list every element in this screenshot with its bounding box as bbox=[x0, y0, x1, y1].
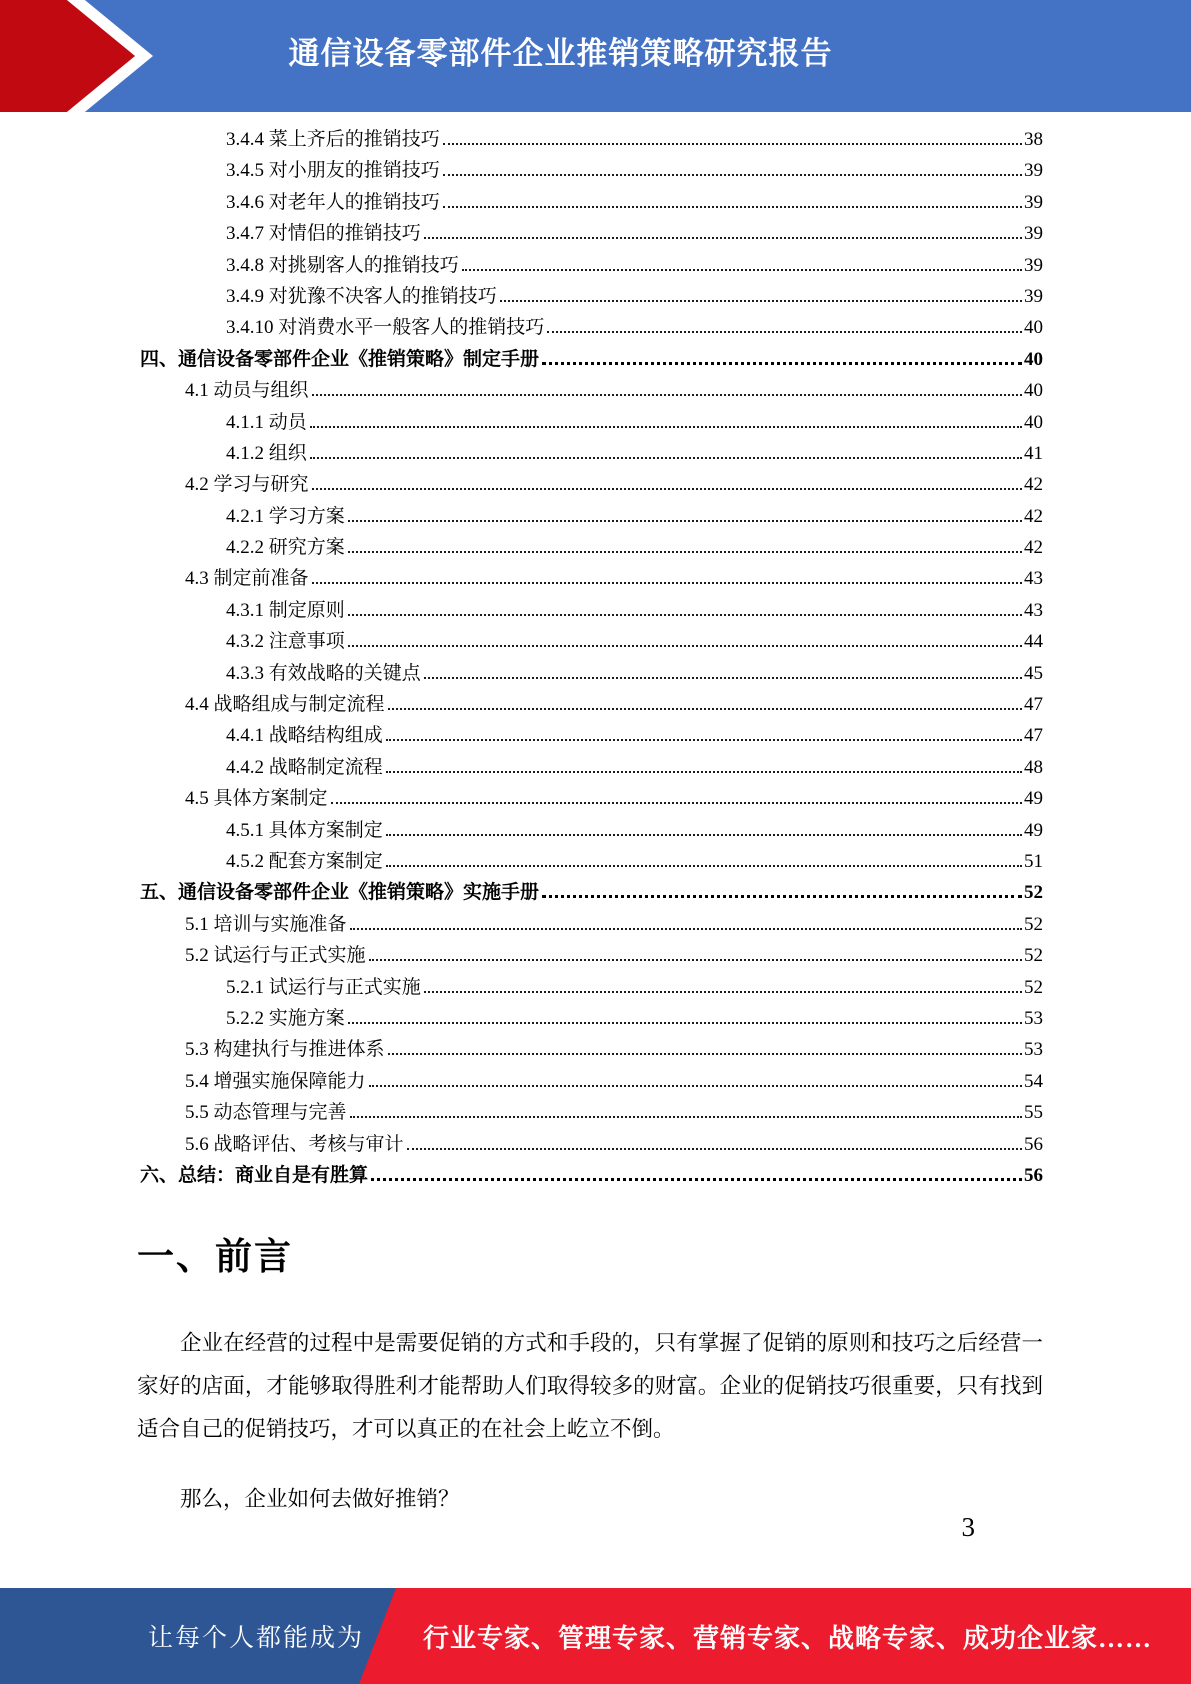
toc-entry-page: 42 bbox=[1024, 474, 1043, 496]
toc-entry-page: 53 bbox=[1024, 1007, 1043, 1029]
toc-entry[interactable] bbox=[140, 846, 1043, 877]
toc-entry[interactable] bbox=[140, 375, 1043, 406]
header-banner bbox=[0, 0, 1191, 112]
toc-entry[interactable] bbox=[140, 909, 1043, 940]
toc-entry-label: 六、总结：商业自是有胜算 bbox=[140, 1164, 369, 1186]
toc-entry-page: 47 bbox=[1024, 725, 1043, 747]
dot-leader bbox=[386, 865, 1022, 867]
toc-entry[interactable] bbox=[140, 815, 1043, 846]
dot-leader bbox=[424, 677, 1022, 679]
toc-entry[interactable] bbox=[140, 972, 1043, 1003]
toc-entry[interactable] bbox=[140, 469, 1043, 500]
toc-entry-page: 56 bbox=[1024, 1133, 1043, 1155]
toc-entry-page: 39 bbox=[1024, 160, 1043, 182]
toc-entry[interactable] bbox=[140, 783, 1043, 814]
toc-entry-page: 51 bbox=[1024, 850, 1043, 872]
toc-entry[interactable] bbox=[140, 1097, 1043, 1128]
dot-leader bbox=[386, 834, 1022, 836]
dot-leader bbox=[312, 394, 1022, 396]
toc-entry[interactable] bbox=[140, 218, 1043, 249]
toc-entry[interactable] bbox=[140, 1003, 1043, 1034]
dot-leader bbox=[388, 1053, 1022, 1055]
toc-entry-page: 39 bbox=[1024, 285, 1043, 307]
toc-entry[interactable] bbox=[140, 250, 1043, 281]
toc-entry-label: 4.5.2 配套方案制定 bbox=[226, 850, 383, 872]
toc-entry-page: 49 bbox=[1024, 819, 1043, 841]
preface-paragraph-1: 企业在经营的过程中是需要促销的方式和手段的，只有掌握了促销的原则和技巧之后经营一家好的店面，才能够取得胜利才能帮助人们取得较多的财富。企业的促销技巧很重要，只有找到适合自己的促销技巧，才可以真正的在社会上屹立不倒。 bbox=[137, 1331, 1043, 1441]
toc-entry[interactable] bbox=[140, 658, 1043, 689]
toc-entry-page: 42 bbox=[1024, 505, 1043, 527]
toc-entry[interactable] bbox=[140, 720, 1043, 751]
toc-entry-label: 5.2 试运行与正式实施 bbox=[185, 945, 366, 967]
toc-entry-label: 5.6 战略评估、考核与审计 bbox=[185, 1133, 404, 1155]
dot-leader bbox=[386, 771, 1022, 773]
toc-list bbox=[140, 124, 1043, 1191]
dot-leader bbox=[312, 488, 1022, 490]
toc-entry-label: 5.1 培训与实施准备 bbox=[185, 913, 347, 935]
toc-entry-page: 39 bbox=[1024, 223, 1043, 245]
toc-entry-page: 41 bbox=[1024, 442, 1043, 464]
toc-entry[interactable] bbox=[140, 563, 1043, 594]
toc-entry-page: 52 bbox=[1024, 976, 1043, 998]
toc-entry[interactable] bbox=[140, 312, 1043, 343]
toc-entry-page: 42 bbox=[1024, 537, 1043, 559]
toc-entry-label: 4.1.1 动员 bbox=[226, 411, 307, 433]
toc-entry-label: 3.4.5 对小朋友的推销技巧 bbox=[226, 160, 440, 182]
toc-entry-label: 3.4.4 菜上齐后的推销技巧 bbox=[226, 129, 440, 150]
section-heading-preface: 一、前言 bbox=[137, 1236, 293, 1277]
toc-entry-label: 4.3.1 制定原则 bbox=[226, 599, 345, 621]
toc-entry-label: 4.3.2 注意事项 bbox=[226, 631, 345, 653]
toc-entry[interactable] bbox=[140, 1129, 1043, 1160]
toc-entry[interactable] bbox=[140, 877, 1043, 908]
toc-entry-label: 3.4.7 对情侣的推销技巧 bbox=[226, 223, 421, 245]
dot-leader bbox=[348, 520, 1022, 522]
toc-entry[interactable] bbox=[140, 626, 1043, 657]
toc-entry-page: 56 bbox=[1024, 1164, 1043, 1186]
dot-leader bbox=[542, 895, 1022, 898]
toc-entry-label: 4.1.2 组织 bbox=[226, 442, 307, 464]
toc-entry-page: 40 bbox=[1024, 348, 1043, 370]
dot-leader bbox=[371, 1178, 1022, 1181]
toc-entry-page: 45 bbox=[1024, 662, 1043, 684]
dot-leader bbox=[350, 928, 1022, 930]
dot-leader bbox=[348, 614, 1022, 616]
toc-entry[interactable] bbox=[140, 124, 1043, 155]
toc-entry-page: 52 bbox=[1024, 913, 1043, 935]
toc-entry-label: 4.1 动员与组织 bbox=[185, 380, 309, 402]
dot-leader bbox=[310, 457, 1022, 459]
report-title: 通信设备零部件企业推销策略研究报告 bbox=[288, 35, 833, 71]
footer-slogan-right: 行业专家、管理专家、营销专家、战略专家、成功企业家…… bbox=[423, 1623, 1153, 1653]
toc-entry[interactable] bbox=[140, 1160, 1043, 1191]
toc-entry[interactable] bbox=[140, 187, 1043, 218]
toc-entry-label: 四、通信设备零部件企业《推销策略》制定手册 bbox=[140, 348, 540, 370]
toc-entry-label: 5.2.2 实施方案 bbox=[226, 1007, 345, 1029]
toc-entry-label: 4.2.1 学习方案 bbox=[226, 505, 345, 527]
toc-entry-label: 3.4.8 对挑剔客人的推销技巧 bbox=[226, 254, 459, 276]
toc-entry[interactable] bbox=[140, 344, 1043, 375]
dot-leader bbox=[369, 959, 1022, 961]
toc-entry-page: 52 bbox=[1024, 945, 1043, 967]
dot-leader bbox=[350, 1116, 1022, 1118]
toc-entry[interactable] bbox=[140, 595, 1043, 626]
toc-entry[interactable] bbox=[140, 281, 1043, 312]
toc-entry-label: 4.4.2 战略制定流程 bbox=[226, 756, 383, 778]
toc-entry-label: 3.4.10 对消费水平一般客人的推销技巧 bbox=[226, 317, 545, 339]
toc-entry[interactable] bbox=[140, 1034, 1043, 1065]
toc-entry-label: 4.2 学习与研究 bbox=[185, 474, 309, 496]
toc-entry-label: 4.4.1 战略结构组成 bbox=[226, 725, 383, 747]
toc-entry[interactable] bbox=[140, 689, 1043, 720]
toc-entry[interactable] bbox=[140, 501, 1043, 532]
dot-leader bbox=[443, 174, 1022, 176]
toc-entry-label: 4.3 制定前准备 bbox=[185, 568, 309, 590]
toc-entry-page: 49 bbox=[1024, 788, 1043, 810]
toc-entry[interactable] bbox=[140, 532, 1043, 563]
toc-entry-label: 5.2.1 试运行与正式实施 bbox=[226, 976, 421, 998]
dot-leader bbox=[542, 362, 1022, 365]
toc-entry-page: 48 bbox=[1024, 756, 1043, 778]
toc-entry-label: 3.4.9 对犹豫不决客人的推销技巧 bbox=[226, 285, 497, 307]
toc-entry-label: 4.5 具体方案制定 bbox=[185, 788, 328, 810]
dot-leader bbox=[443, 143, 1022, 145]
toc-entry-page: 44 bbox=[1024, 631, 1043, 653]
toc-entry-page: 40 bbox=[1024, 411, 1043, 433]
dot-leader bbox=[310, 426, 1022, 428]
dot-leader bbox=[348, 1022, 1022, 1024]
toc-entry-page: 40 bbox=[1024, 317, 1043, 339]
toc-entry-label: 4.2.2 研究方案 bbox=[226, 537, 345, 559]
toc-entry[interactable] bbox=[140, 407, 1043, 438]
page-number: 3 bbox=[961, 1512, 975, 1542]
toc-entry[interactable] bbox=[140, 1066, 1043, 1097]
toc-entry-label: 5.3 构建执行与推进体系 bbox=[185, 1039, 385, 1061]
dot-leader bbox=[386, 739, 1022, 741]
toc-entry-page: 52 bbox=[1024, 882, 1043, 904]
toc-entry-page: 39 bbox=[1024, 191, 1043, 213]
footer-slogan-left: 让每个人都能成为 bbox=[148, 1625, 365, 1652]
toc-entry-page: 43 bbox=[1024, 568, 1043, 590]
dot-leader bbox=[500, 300, 1022, 302]
preface-paragraph-2: 那么，企业如何去做好推销？ bbox=[180, 1487, 460, 1511]
toc-entry-page: 43 bbox=[1024, 599, 1043, 621]
toc-entry[interactable] bbox=[140, 940, 1043, 971]
dot-leader bbox=[424, 991, 1022, 993]
dot-leader bbox=[348, 551, 1022, 553]
toc-entry-page: 55 bbox=[1024, 1102, 1043, 1124]
dot-leader bbox=[424, 237, 1022, 239]
dot-leader bbox=[388, 708, 1022, 710]
toc-entry-label: 4.4 战略组成与制定流程 bbox=[185, 694, 385, 716]
dot-leader bbox=[348, 645, 1022, 647]
footer-banner bbox=[0, 1588, 1191, 1684]
toc-entry-page: 38 bbox=[1024, 129, 1043, 150]
dot-leader bbox=[462, 269, 1022, 271]
toc-entry-page: 47 bbox=[1024, 694, 1043, 716]
dot-leader bbox=[407, 1148, 1022, 1150]
toc-entry-label: 4.5.1 具体方案制定 bbox=[226, 819, 383, 841]
dot-leader bbox=[547, 331, 1022, 333]
toc-entry-page: 40 bbox=[1024, 380, 1043, 402]
toc-entry-page: 53 bbox=[1024, 1039, 1043, 1061]
toc-entry-label: 5.5 动态管理与完善 bbox=[185, 1102, 347, 1124]
toc-entry-page: 39 bbox=[1024, 254, 1043, 276]
dot-leader bbox=[443, 206, 1022, 208]
toc-entry[interactable] bbox=[140, 752, 1043, 783]
toc-entry-label: 3.4.6 对老年人的推销技巧 bbox=[226, 191, 440, 213]
toc-entry-label: 5.4 增强实施保障能力 bbox=[185, 1070, 366, 1092]
dot-leader bbox=[331, 802, 1022, 804]
dot-leader bbox=[369, 1085, 1022, 1087]
dot-leader bbox=[312, 582, 1022, 584]
toc-entry[interactable] bbox=[140, 155, 1043, 186]
toc-entry[interactable] bbox=[140, 438, 1043, 469]
toc-entry-page: 54 bbox=[1024, 1070, 1043, 1092]
toc-entry-label: 4.3.3 有效战略的关键点 bbox=[226, 662, 421, 684]
toc-entry-label: 五、通信设备零部件企业《推销策略》实施手册 bbox=[140, 882, 540, 904]
